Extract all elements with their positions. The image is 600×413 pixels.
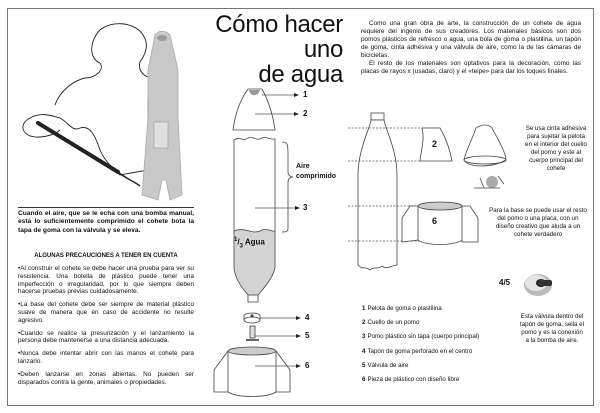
legend-text: Pieza de plástico con diseño libre bbox=[367, 376, 460, 384]
callout-5: 5 bbox=[305, 331, 310, 340]
callout-2: 2 bbox=[303, 109, 308, 118]
legend-number: 3 bbox=[362, 333, 366, 341]
legend-number: 5 bbox=[362, 361, 366, 369]
legend-number: 2 bbox=[362, 319, 366, 327]
legend-item bbox=[362, 359, 502, 373]
legend-item bbox=[362, 330, 502, 344]
legend-item bbox=[362, 316, 502, 330]
launch-caption: Cuando el aire, que se le echa con una bomba manual, está lo suficientemente comprimido el cohete bota la tapa de goma con la válvula y se eleva. bbox=[18, 207, 194, 235]
valve-photo-illustration bbox=[524, 274, 552, 296]
tape-note: Se usa cinta adhesiva para sujetar la pelota en el interior del cuello del pomo y este al cuerpo principal del cohete bbox=[525, 125, 587, 172]
page-title bbox=[188, 12, 343, 87]
pump-icon bbox=[38, 123, 118, 172]
intro-paragraph: Como una gran obra de arte, la construcción de un cohete de agua requiere del ingenio de sus creadores. Los materiales básicos son dos pomos plásticos de refresco o agua, una bola de goma o plastilina, un tapón de goma, cinta adhesiva y una válvula de aire, como la de las cámaras de bicicletas. bbox=[361, 20, 581, 59]
precaution-item: •Al construir el cohete se debe hacer una prueba para ver su resistencia. Una botella de plástico puede tener una imperfección o irregularidad, por lo que siempre deben hacerse pruebas previas cuidadosamente. bbox=[18, 265, 194, 296]
valve-note: Esta válvula dentro del tapón de goma, sella el pomo y es la conexión a la bomba de aire. bbox=[520, 313, 584, 344]
callout-1: 1 bbox=[303, 90, 308, 99]
parts-legend bbox=[362, 302, 502, 387]
legend-number: 4 bbox=[362, 347, 366, 355]
legend-text: Pomo plástico sin tapa (cuerpo principal) bbox=[367, 333, 480, 341]
water-label-text: Agua bbox=[244, 237, 265, 247]
page-title-line-1: Cómo hacer uno bbox=[215, 11, 343, 63]
precautions-title: ALGUNAS PRECAUCIONES A TENER EN CUENTA bbox=[34, 253, 178, 259]
aire-label-line: comprimido bbox=[296, 173, 337, 180]
legend-item bbox=[362, 302, 502, 316]
compressed-air-label bbox=[296, 162, 336, 182]
precautions-list bbox=[18, 265, 194, 391]
legend-text: Pelota de goma o plastilina bbox=[367, 305, 442, 312]
callout-4: 4 bbox=[305, 313, 310, 322]
precaution-item: •La base del cohete debe ser siempre de material plástico suave de manera que en caso de accidente no resulte agresivo. bbox=[18, 301, 194, 324]
stopper-valve-base-diagram bbox=[214, 313, 301, 397]
water-label: $^1/_3$ Agua bbox=[234, 237, 265, 250]
legend-text: Tapón de goma perforado en el centro bbox=[367, 347, 473, 355]
base-note: Para la base se puede usar el resto del pomo o una placa, con un diseño creativo que aluda a un cohete verdadero bbox=[489, 207, 587, 238]
rocket-photo-illustration bbox=[142, 31, 182, 200]
precaution-item: •Nunca debe intentar abrir con las manos el cohete para lanzarlo. bbox=[18, 350, 194, 365]
valve-label: 4/5 bbox=[499, 278, 511, 287]
legend-number: 1 bbox=[362, 305, 366, 312]
aire-label-line: Aire bbox=[296, 163, 310, 170]
legend-item bbox=[362, 373, 502, 387]
page-title-line-2: de agua bbox=[258, 61, 343, 88]
legend-text: Válvula de aire bbox=[367, 361, 409, 369]
water-fraction-denominator: 3 bbox=[239, 243, 243, 250]
intro-paragraph: El resto de los materiales son optativos para la decoración, como las placas de rayos x (usadas, claro) y el «teipe» para dar los toques finales. bbox=[361, 60, 581, 75]
piece-6-label: 6 bbox=[432, 216, 438, 226]
cut-bottle-diagram bbox=[348, 113, 506, 270]
callout-3: 3 bbox=[303, 203, 308, 212]
nose-cone-diagram bbox=[233, 89, 299, 130]
legend-number: 6 bbox=[362, 376, 366, 384]
precaution-item: •Deben lanzarse en zonas abiertas. No pueden ser disparados contra la gente, animales o propiedades. bbox=[18, 370, 194, 386]
water-fraction-numerator: 1 bbox=[234, 237, 238, 243]
callout-6: 6 bbox=[305, 361, 310, 370]
piece-2-label: 2 bbox=[432, 139, 438, 149]
legend-text: Cuello de un pomo bbox=[367, 319, 420, 327]
precaution-item: •Cuando se realice la presurización y el lanzamiento la persona debe mantenerse a una distancia adecuada. bbox=[18, 329, 194, 345]
bottle-body-diagram bbox=[234, 137, 300, 302]
intro-text bbox=[361, 20, 581, 76]
legend-item bbox=[362, 345, 502, 359]
